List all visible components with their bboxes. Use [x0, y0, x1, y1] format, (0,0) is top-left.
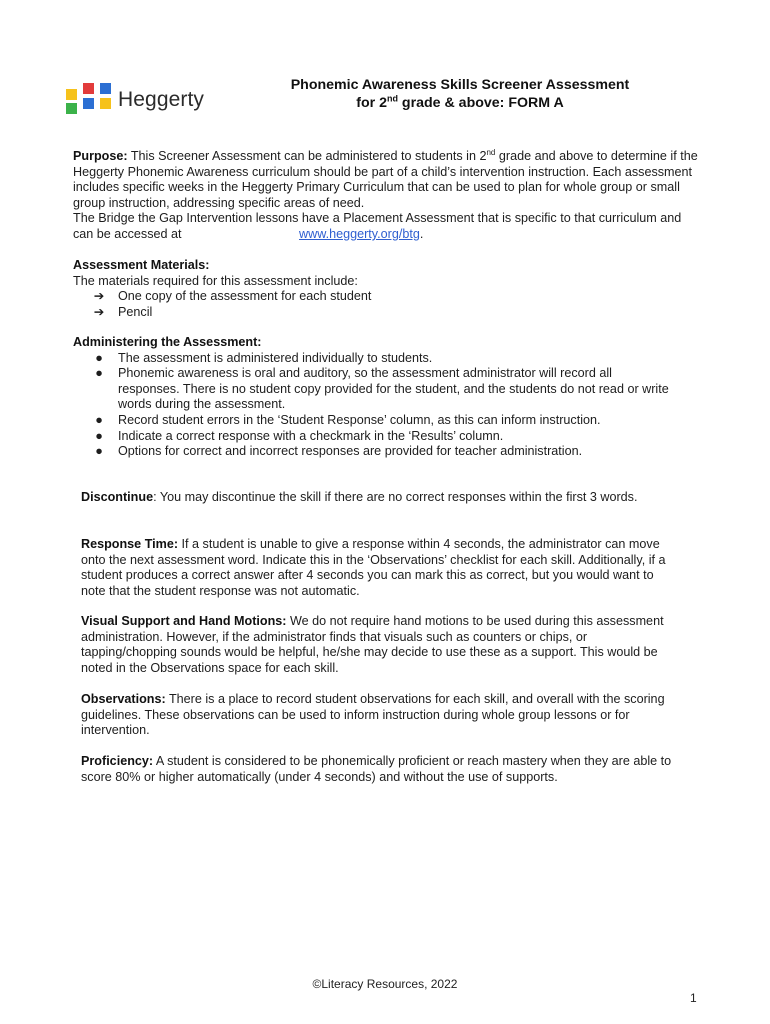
purpose-label: Purpose: [73, 149, 128, 163]
purpose-paragraph: Purpose: This Screener Assessment can be administered to students in 2nd grade and above to determine if the Heggerty Phonemic Awareness curriculum should be part of a child’s intervention instruction. Each assessment includes specific weeks in the Heggerty Primary Curriculum that can be used to plan for whole group or small group instruction, addressing specific areas of need. The Bridge the Gap Intervention lessons have a Placement Assessment that is specific to that curriculum and can be accessed at [73, 147, 698, 241]
arrow-icon: ➔ [93, 304, 105, 319]
response-time-section: Response Time: If a student is unable to give a response within 4 seconds, the administrator can move onto the next assessment word. Indicate this in the ‘Observations’ checklist for each skill. Additionally, if a student produces a correct answer after 4 seconds you can mark this as correct, but you would want to note that the student response was not automatic. [81, 537, 666, 598]
logo-square-blue [100, 83, 111, 94]
logo-square-yellow-2 [100, 98, 111, 109]
title-line-1: Phonemic Awareness Skills Screener Assessment [290, 77, 630, 93]
list-item: ➔ One copy of the assessment for each student [73, 289, 698, 305]
visual-support-label: Visual Support and Hand Motions: [81, 614, 287, 628]
materials-intro: The materials required for this assessment include: [73, 273, 358, 288]
bullet-icon: ● [95, 428, 103, 443]
bullet-icon: ● [95, 350, 103, 365]
btg-link[interactable]: www.heggerty.org/btg [299, 227, 420, 241]
page-number: 1 [690, 991, 697, 1005]
purpose-link-line: www.heggerty.org/btg. [299, 227, 424, 241]
observations-label: Observations: [81, 692, 166, 706]
title-line-2: for 2nd grade & above: FORM A [356, 93, 564, 111]
logo-square-red [83, 83, 94, 94]
discontinue-section: Discontinue: You may discontinue the skill if there are no correct responses within the first 3 words. [81, 490, 638, 504]
response-time-label: Response Time: [81, 537, 179, 551]
administering-list [73, 351, 673, 460]
heggerty-logo [66, 83, 206, 115]
list-item: ● Options for correct and incorrect responses are provided for teacher administration. [73, 444, 673, 460]
materials-list [73, 289, 698, 320]
bullet-icon: ● [95, 412, 103, 427]
page-title [240, 76, 680, 112]
list-item: ● Phonemic awareness is oral and auditory, so the assessment administrator will record all responses. There is no student copy provided for the student, and the students do not read or write words during the assessment. [73, 366, 673, 413]
logo-square-blue-2 [83, 98, 94, 109]
list-item: ➔ Pencil [73, 305, 698, 321]
list-item: ● The assessment is administered individually to students. [73, 351, 673, 367]
visual-support-section: Visual Support and Hand Motions: We do not require hand motions to be used during this assessment administration. However, if the administrator finds that visuals such as counters or chips, or tapping/chopping sounds would be helpful, he/she may decide to use these as a support. This would be noted in the Observations space for each skill. [81, 614, 664, 675]
materials-section [73, 258, 698, 320]
footer-copyright: ©Literacy Resources, 2022 [312, 977, 458, 991]
administering-section [73, 335, 673, 460]
bullet-icon: ● [95, 366, 103, 381]
logo-square-yellow [66, 89, 77, 100]
list-item: ● Indicate a correct response with a checkmark in the ‘Results’ column. [73, 429, 673, 445]
discontinue-label: Discontinue [81, 490, 154, 504]
proficiency-label: Proficiency: [81, 754, 154, 768]
logo-square-green [66, 103, 77, 114]
materials-heading: Assessment Materials: [73, 258, 210, 272]
bullet-icon: ● [95, 444, 103, 459]
proficiency-section: Proficiency: A student is considered to be phonemically proficient or reach mastery when they are able to score 80% or higher automatically (under 4 seconds) and without the use of supports. [81, 754, 672, 784]
logo-text: Heggerty [118, 88, 205, 111]
arrow-icon: ➔ [93, 289, 105, 304]
observations-section: Observations: There is a place to record student observations for each skill, and overall with the scoring guidelines. These observations can be used to inform instruction during whole group lessons or for intervention. [81, 692, 665, 738]
administering-heading: Administering the Assessment: [73, 335, 262, 349]
list-item: ● Record student errors in the ‘Student Response’ column, as this can inform instruction. [73, 413, 673, 429]
